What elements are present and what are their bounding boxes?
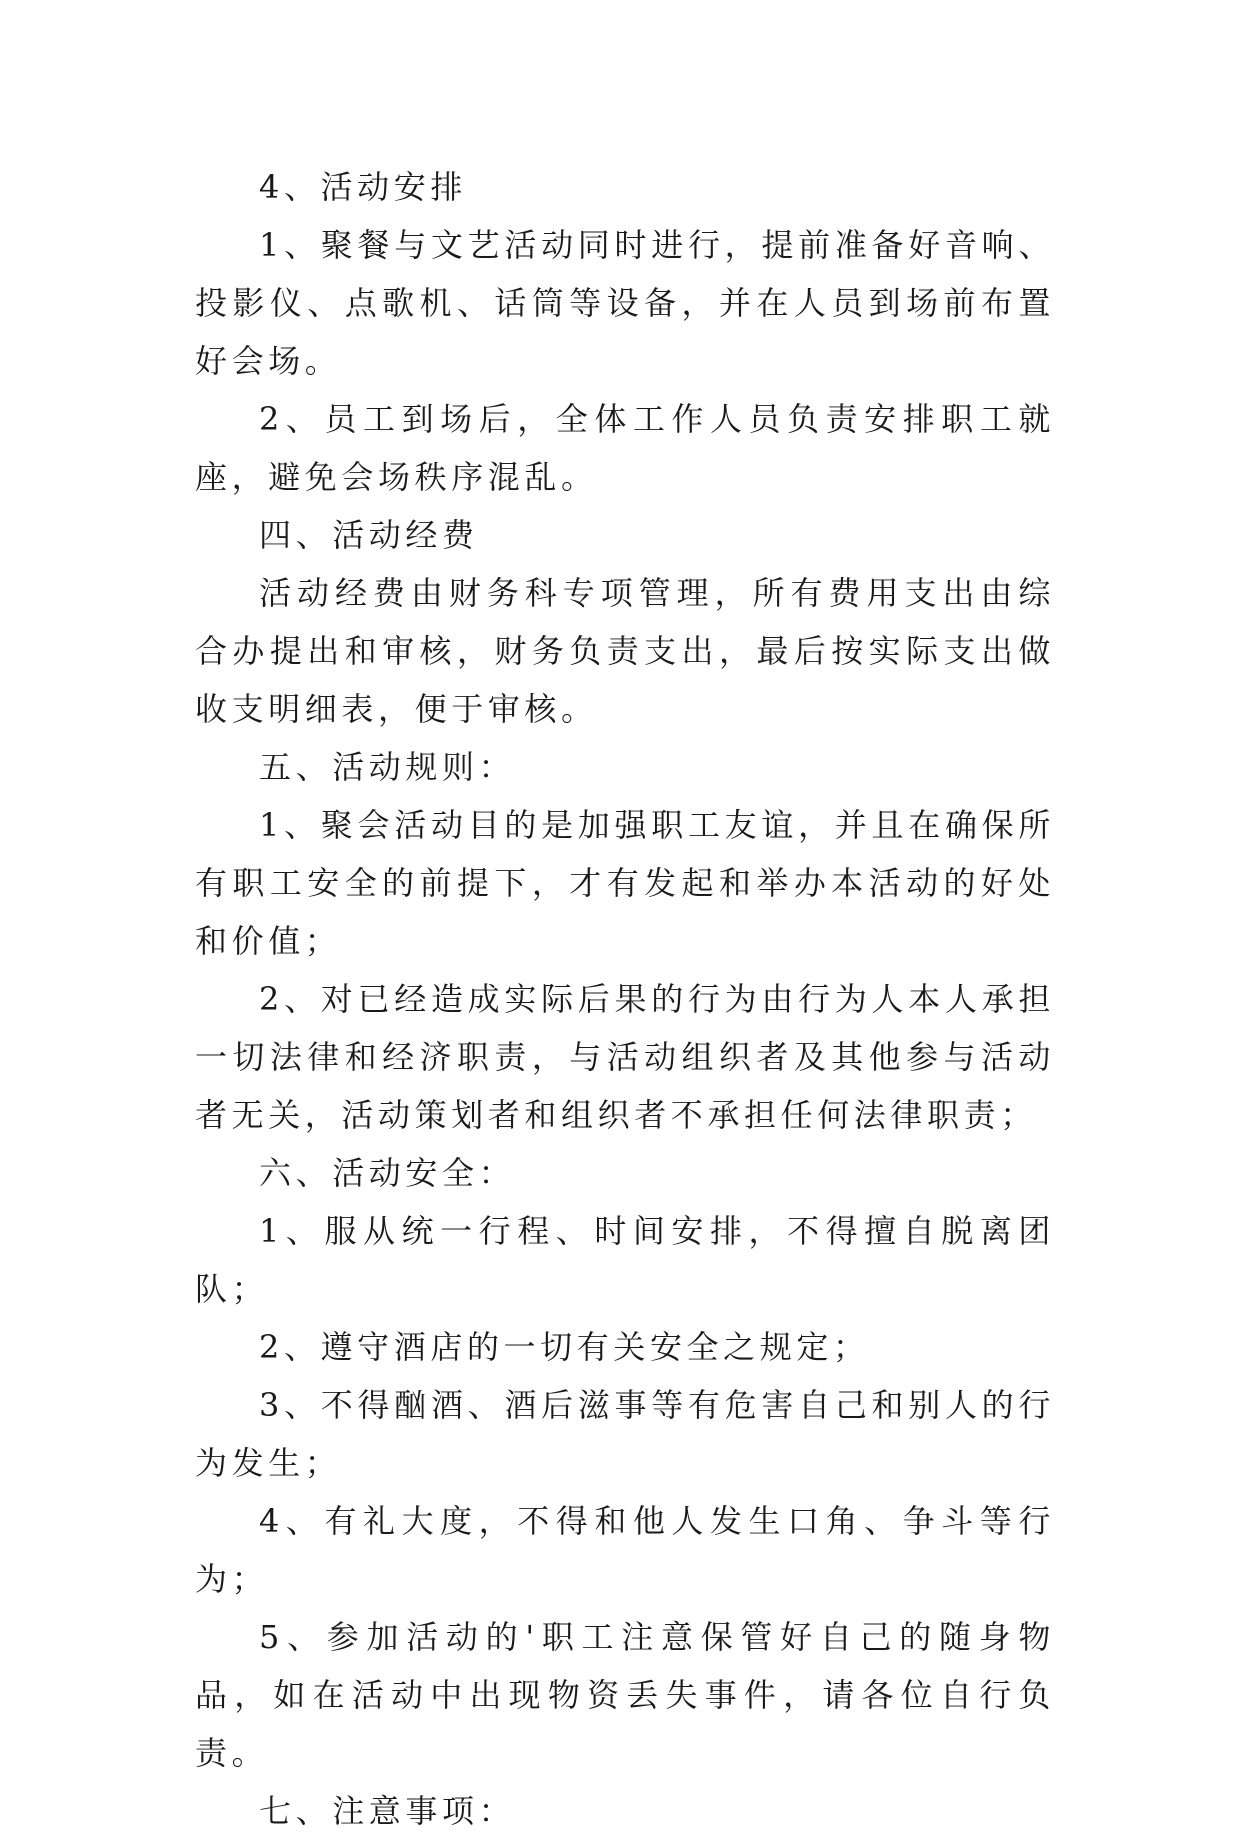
paragraph-rules-item-2: 2、对已经造成实际后果的行为由行为人本人承担一切法律和经济职责，与活动组织者及其他参与活动者无关，活动策划者和组织者不承担任何法律职责；: [195, 980, 1055, 1134]
paragraph-arrangement-item-2: 2、员工到场后，全体工作人员负责安排职工就座，避免会场秩序混乱。: [195, 400, 1055, 496]
paragraph-section-4-heading: 四、活动经费: [259, 516, 479, 554]
paragraph-safety-item-1: 1、服从统一行程、时间安排，不得擅自脱离团队；: [195, 1212, 1055, 1308]
paragraph-safety-item-4: 4、有礼大度，不得和他人发生口角、争斗等行为；: [195, 1502, 1055, 1598]
paragraph-section-5-heading: 五、活动规则：: [259, 748, 516, 786]
paragraph-safety-item-5: 5、参加活动的'职工注意保管好自己的随身物品，如在活动中出现物资丢失事件，请各位自行负责。: [195, 1618, 1055, 1772]
paragraph-funding-text: 活动经费由财务科专项管理，所有费用支出由综合办提出和审核，财务负责支出，最后按实际支出做收支明细表，便于审核。: [195, 574, 1055, 728]
paragraph-activity-arrangement-heading: 4、活动安排: [259, 168, 467, 206]
paragraph-arrangement-item-1: 1、聚餐与文艺活动同时进行，提前准备好音响、投影仪、点歌机、话筒等设备，并在人员到场前布置好会场。: [195, 226, 1055, 380]
paragraph-section-7-heading: 七、注意事项：: [259, 1792, 516, 1830]
paragraph-section-6-heading: 六、活动安全：: [259, 1154, 516, 1192]
paragraph-rules-item-1: 1、聚会活动目的是加强职工友谊，并且在确保所有职工安全的前提下，才有发起和举办本活动的好处和价值；: [195, 806, 1055, 960]
paragraph-safety-item-3: 3、不得酗酒、酒后滋事等有危害自己和别人的行为发生；: [195, 1386, 1055, 1482]
document-body: [195, 158, 1055, 1840]
paragraph-safety-item-2: 2、遵守酒店的一切有关安全之规定；: [259, 1328, 870, 1366]
